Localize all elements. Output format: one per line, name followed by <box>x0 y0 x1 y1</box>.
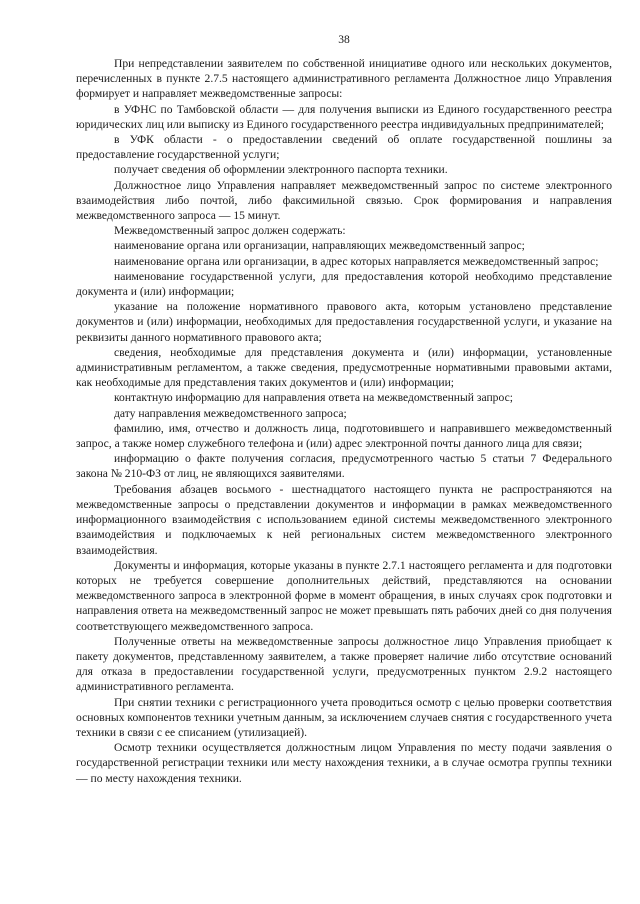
paragraph-epassport: получает сведения об оформлении электронного паспорта техники. <box>114 163 448 177</box>
paragraph-intro: При непредставлении заявителем по собственной инициативе одного или нескольких документов, перечисленных в пункте 2.7.5 настоящего административного регламента Должностное лицо Управления формирует и направляет межведомственные запросы: <box>76 57 612 101</box>
paragraph-item-recipient-name: наименование органа или организации, в адрес которых направляется межведомственный запрос; <box>114 254 599 268</box>
paragraph-inspection-place: Осмотр техники осуществляется должностным лицом Управления по месту подачи заявления о государственной регистрации техники или месту нахождения техники, а в случае осмотра группы техники — по месту нахождения техники. <box>76 741 612 785</box>
paragraph-item-sender-name: наименование органа или организации, направляющих межведомственный запрос; <box>114 239 525 253</box>
paragraph-item-legal-act: указание на положение нормативного правового акта, которым установлено представление документов и (или) информации, необходимых для предоставления государственной услуги, и указание на реквизиты данного нормативного правового акта; <box>76 300 612 344</box>
paragraph-ufns: в УФНС по Тамбовской области — для получения выписки из Единого государственного реестра юридических лиц или выписку из Единого государственного реестра индивидуальных предпринимателей; <box>76 102 612 131</box>
paragraph-item-consent: информацию о факте получения согласия, предусмотренного частью 5 статьи 7 Федерального закона № 210-ФЗ от лиц, не являющихся заявителями. <box>76 452 612 481</box>
paragraph-item-date: дату направления межведомственного запроса; <box>114 406 347 420</box>
paragraph-responses: Полученные ответы на межведомственные запросы должностное лицо Управления приобщает к пакету документов, представленному заявителем, а также проверяет наличие либо отсутствие оснований для отказа в предоставлении государственной услуги, предусмотренных пунктом 2.9.2 настоящего административного регламента. <box>76 634 612 694</box>
paragraph-request-method: Должностное лицо Управления направляет межведомственный запрос по системе электронного взаимодействия либо почтой, либо факсимильной связью. Срок формирования и направления межведомственного запроса — 15 минут. <box>76 178 612 223</box>
paragraph-item-contact-info: контактную информацию для направления ответа на межведомственный запрос; <box>114 391 513 405</box>
document-page <box>76 32 612 786</box>
paragraph-item-service-name: наименование государственной услуги, для предоставления которой необходимо представление документа и (или) информации; <box>76 269 612 299</box>
paragraph-request-content-heading: Межведомственный запрос должен содержать: <box>114 224 346 238</box>
paragraph-item-required-info: сведения, необходимые для представления документа и (или) информации, установленные административным регламентом, а также сведения, предусмотренные нормативными правовыми актами, как необходимые для представления таких документов и (или) информации; <box>76 345 612 390</box>
paragraph-documents-timing: Документы и информация, которые указаны в пункте 2.7.1 настоящего регламента и для подготовки которых не требуется совершение дополнительных действий, представляются на основании межведомственного запроса в электронной форме в момент обращения, в иных случаях срок подготовки и направления ответа на межведомственный запрос не может превышать пять рабочих дней со дня получения соответствующего межведомственного запроса. <box>76 558 612 633</box>
paragraph-deregistration-inspection: При снятии техники с регистрационного учета проводиться осмотр с целью проверки соответствия основных компонентов техники учетным данным, за исключением случаев снятия с государственного учета техники в связи с ее списанием (утилизацией). <box>76 695 612 739</box>
paragraph-requirements-exception: Требования абзацев восьмого - шестнадцатого настоящего пункта не распространяются на межведомственные запросы о представлении документов и информации в рамках межведомственного информационного взаимодействия с использованием единой системы межведомственного электронного взаимодействия и подключаемых к ней региональных систем межведомственного электронного взаимодействия. <box>76 482 612 557</box>
page-number: 38 <box>338 33 350 46</box>
paragraph-item-person: фамилию, имя, отчество и должность лица, подготовившего и направившего межведомственный запрос, а также номер служебного телефона и (или) адрес электронной почты данного лица для связи; <box>76 421 612 451</box>
paragraph-ufk: в УФК области - о предоставлении сведений об оплате государственной пошлины за предоставление государственной услуги; <box>76 133 612 162</box>
